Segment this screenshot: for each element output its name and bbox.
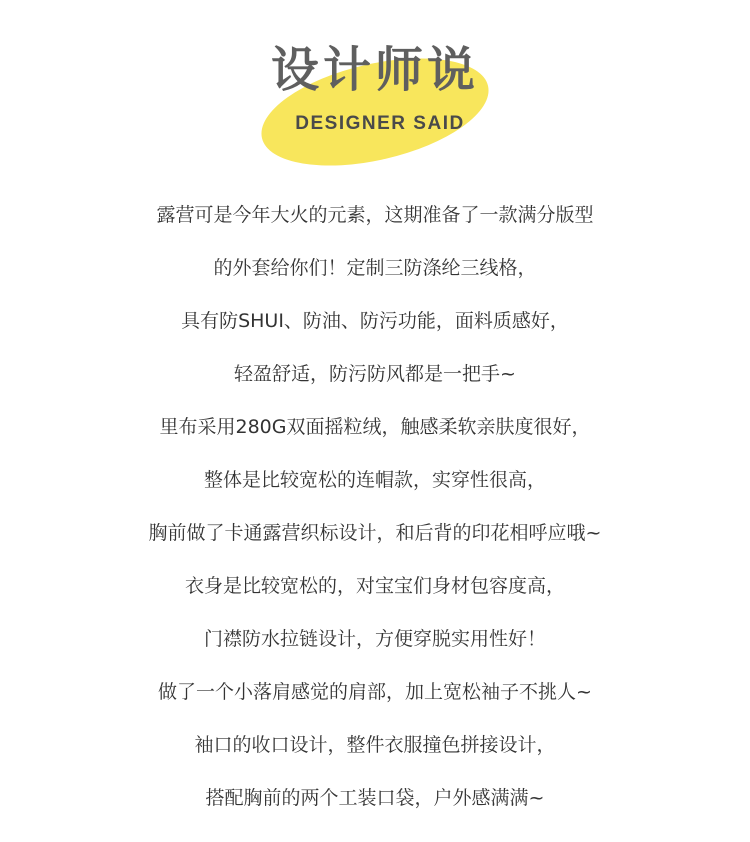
description-line: 门襟防水拉链设计，方便穿脱实用性好！ (203, 628, 546, 650)
description-line: 轻盈舒适，防污防风都是一把手~ (234, 363, 516, 385)
description-line: 整体是比较宽松的连帽款，实穿性很高， (203, 469, 546, 491)
description-line: 做了一个小落肩感觉的肩部，加上宽松袖子不挑人~ (158, 681, 592, 703)
description-line: 的外套给你们！定制三防涤纶三线格， (213, 257, 537, 279)
description-line: 搭配胸前的两个工装口袋，户外感满满~ (205, 787, 545, 809)
description-line: 露营可是今年大火的元素，这期准备了一款满分版型 (156, 204, 594, 226)
description-text (0, 189, 750, 825)
section-subtitle: DESIGNER SAID (295, 113, 465, 134)
description-line: 具有防SHUI、防油、防污功能，面料质感好， (181, 310, 569, 332)
description-line: 衣身是比较宽松的，对宝宝们身材包容度高， (184, 575, 565, 597)
description-line: 胸前做了卡通露营织标设计，和后背的印花相呼应哦~ (148, 522, 602, 544)
designer-said-header (0, 0, 750, 175)
description-line: 里布采用280G双面摇粒绒，触感柔软亲肤度很好， (159, 416, 591, 438)
description-line: 袖口的收口设计，整件衣服撞色拼接设计， (194, 734, 556, 756)
section-title: 设计师说 (270, 42, 479, 98)
